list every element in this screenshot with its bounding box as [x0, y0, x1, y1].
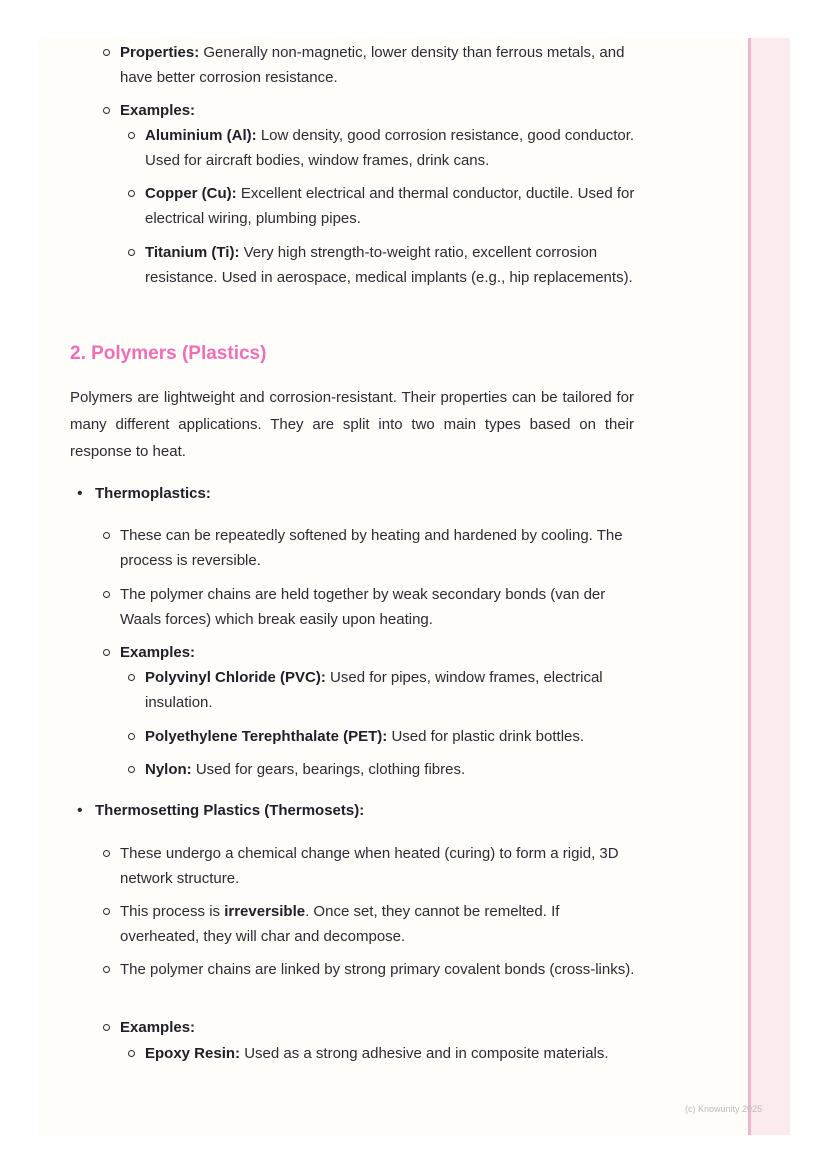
list-item: This process is irreversible. Once set, they cannot be remelted. If overheated, they will char and decompose. — [120, 899, 635, 949]
list-item: Examples: — [120, 640, 635, 665]
list-item: Examples: — [120, 1015, 635, 1040]
list-item: Epoxy Resin: Used as a strong adhesive and in composite materials. — [145, 1041, 635, 1066]
list-item: Examples: — [120, 98, 635, 123]
list-item: • Thermoplastics: — [95, 481, 635, 506]
section-heading: 2. Polymers (Plastics) — [70, 343, 267, 364]
list-item: The polymer chains are held together by weak secondary bonds (van der Waals forces) which break easily upon heating. — [120, 582, 635, 632]
list-item: These can be repeatedly softened by heating and hardened by cooling. The process is reversible. — [120, 523, 635, 573]
list-item: Properties: Generally non-magnetic, lower density than ferrous metals, and have better corrosion resistance. — [120, 40, 635, 90]
list-item: Titanium (Ti): Very high strength-to-weight ratio, excellent corrosion resistance. Used in aerospace, medical implants (e.g., hip replacements). — [145, 240, 635, 290]
list-item: Copper (Cu): Excellent electrical and thermal conductor, ductile. Used for electrical wiring, plumbing pipes. — [145, 181, 635, 231]
list-item: The polymer chains are linked by strong primary covalent bonds (cross-links). — [120, 957, 635, 982]
list-item: Polyethylene Terephthalate (PET): Used for plastic drink bottles. — [145, 724, 635, 749]
page-margin-strip — [748, 38, 790, 1135]
list-item: Polyvinyl Chloride (PVC): Used for pipes, window frames, electrical insulation. — [145, 665, 635, 715]
copyright-footer: (c) Knowunity 2025 — [685, 1104, 763, 1114]
list-item: Nylon: Used for gears, bearings, clothing fibres. — [145, 757, 635, 782]
list-item: • Thermosetting Plastics (Thermosets): — [95, 798, 635, 823]
list-item: Aluminium (Al): Low density, good corrosion resistance, good conductor. Used for aircraft bodies, window frames, drink cans. — [145, 123, 635, 173]
paragraph: Polymers are lightweight and corrosion-resistant. Their properties can be tailored for many different applications. They are split into two main types based on their response to heat. — [70, 389, 634, 460]
list-item: These undergo a chemical change when heated (curing) to form a rigid, 3D network structure. — [120, 841, 635, 891]
